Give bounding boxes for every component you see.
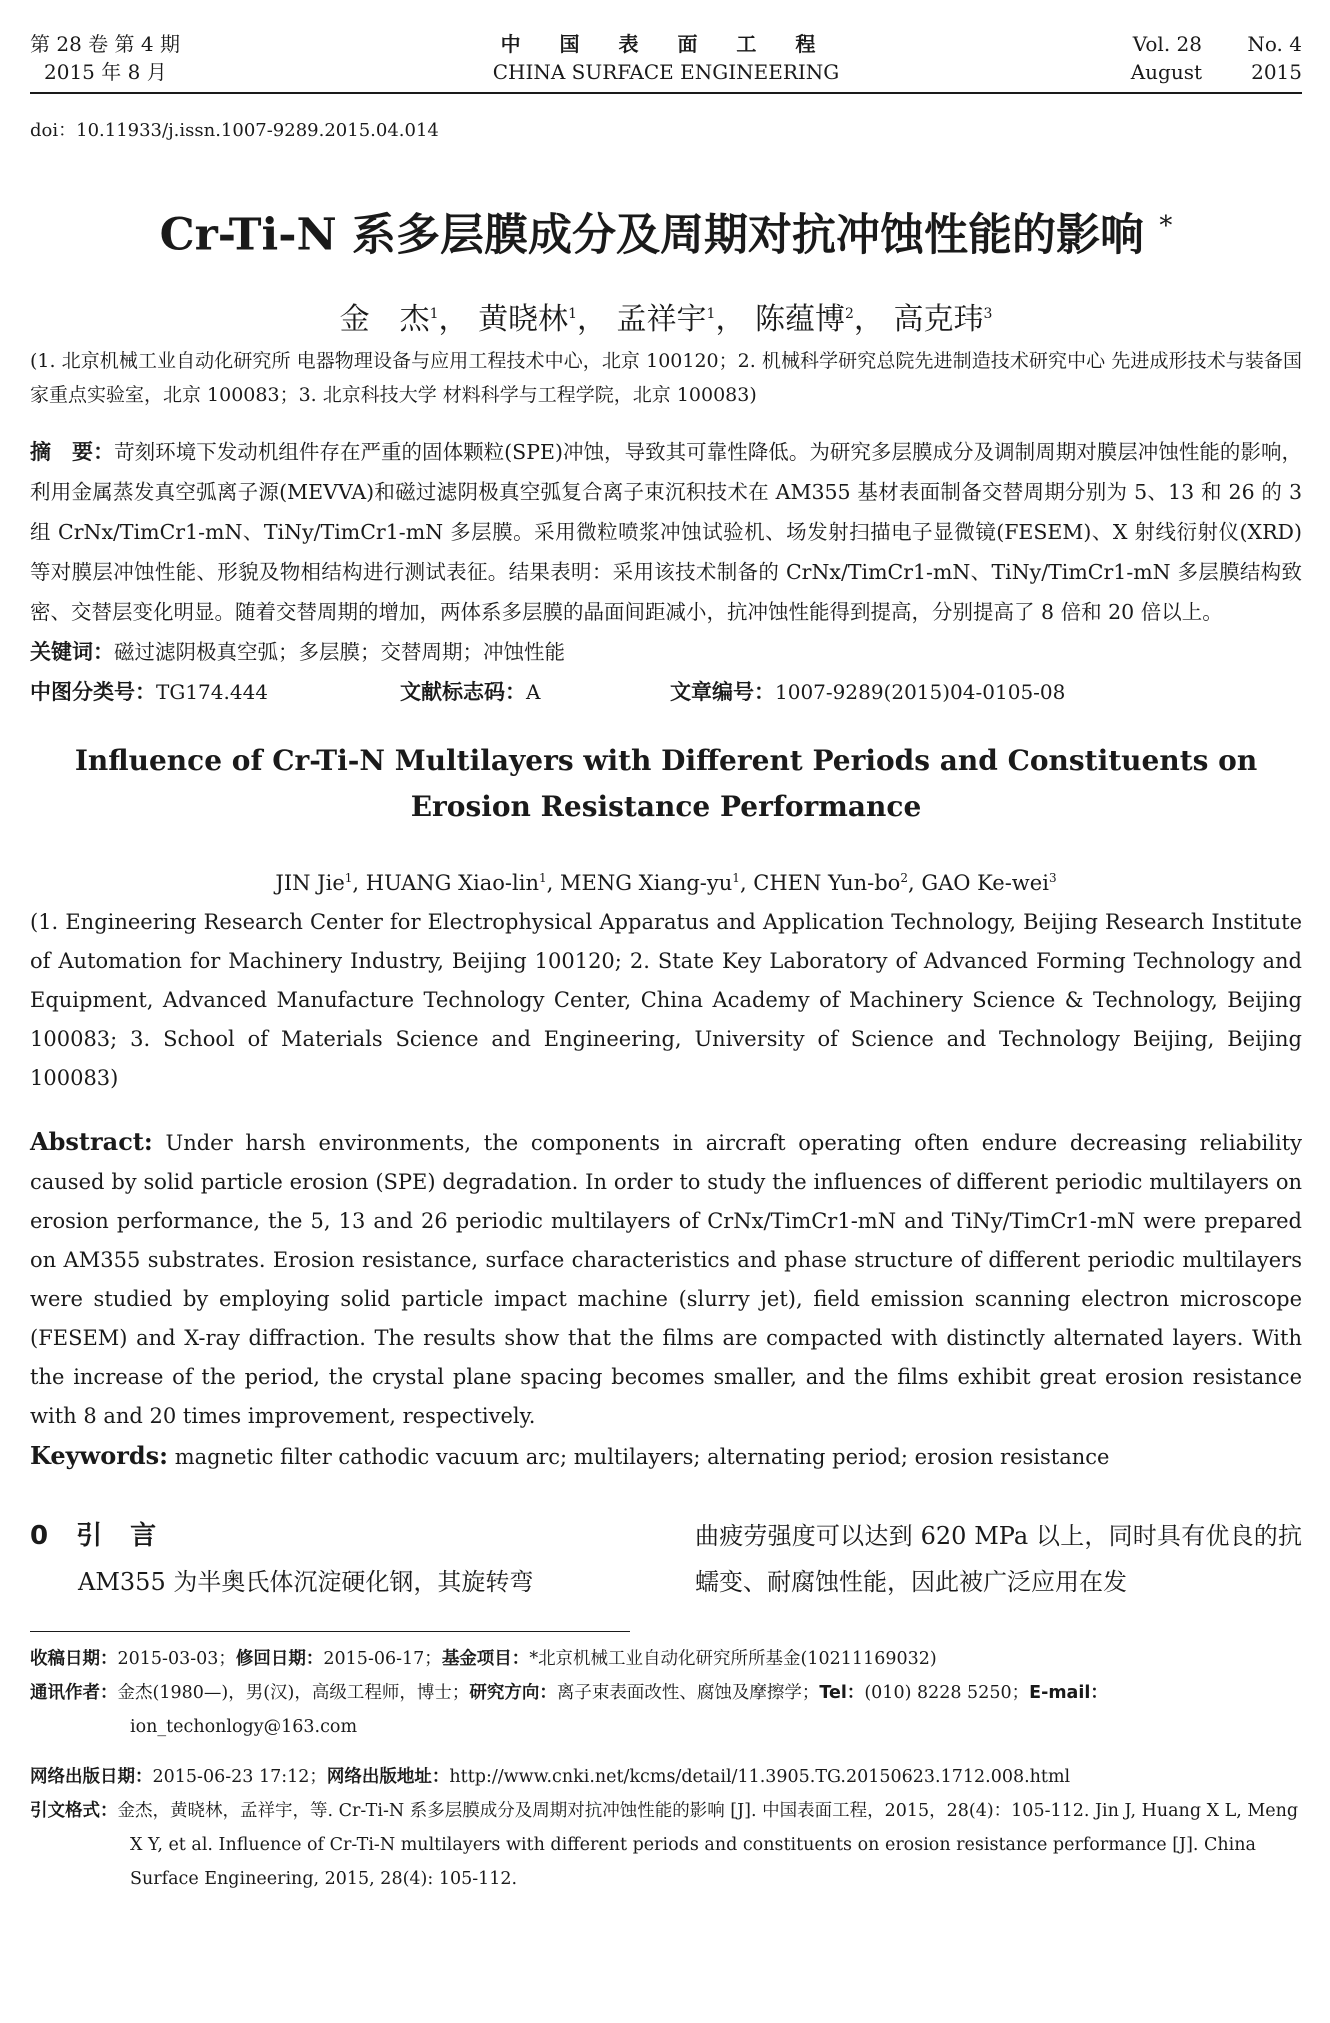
affiliation-cn: (1. 北京机械工业自动化研究所 电器物理设备与应用工程技术中心，北京 100120；2. 机械科学研究总院先进制造技术研究中心 先进成形技术与装备国家重点实验室，北京 100083；3. 北京科技大学 材料科学与工程学院，北京 100083) <box>30 349 1302 406</box>
year-en: 2015 <box>1251 60 1302 84</box>
title-cn-text: Cr-Ti-N 系多层膜成分及周期对抗冲蚀性能的影响 <box>159 209 1145 261</box>
doc-code-label: 文献标志码： <box>400 679 526 704</box>
online-url-link[interactable]: http://www.cnki.net/kcms/detail/11.3905.TG.20150623.1712.008.html <box>449 1766 1071 1787</box>
author-cn: 黄晓林$^1$ <box>478 301 577 337</box>
footnote-citation: 引文格式：金杰，黄晓林，孟祥宇，等. Cr-Ti-N 系多层膜成分及周期对抗冲蚀性能的影响 [J]. 中国表面工程，2015，28(4)：105-112. Jin J, Huang X L, Meng X Y, et al. Influence of Cr-Ti-N multilayers with different periods and constituents on erosion resistance performance [J]. China Surface Engineering, 2015, 28(4): 105-112. <box>30 1800 1299 1889</box>
abstract-cn-text: 苛刻环境下发动机组件存在严重的固体颗粒(SPE)冲蚀，导致其可靠性降低。为研究多层膜成分及调制周期对膜层冲蚀性能的影响，利用金属蒸发真空弧离子源(MEVVA)和磁过滤阴极真空弧复合离子束沉积技术在 AM355 基材表面制备交替周期分别为 5、13 和 26 的 3 组 CrNx/TimCr1-mN、TiNy/TimCr1-mN 多层膜。采用微粒喷浆冲蚀试验机、场发射扫描电子显微镜(FESEM)、X 射线衍射仪(XRD)等对膜层冲蚀性能、形貌及物相结构进行测试表征。结果表明：采用该技术制备的 CrNx/TimCr1-mN、TiNy/TimCr1-mN 多层膜结构致密、交替层变化明显。随着交替周期的增加，两体系多层膜的晶面间距减小，抗冲蚀性能得到提高，分别提高了 8 倍和 20 倍以上。 <box>30 439 1303 624</box>
abstract-cn-label: 摘 要： <box>30 439 115 464</box>
author-en: GAO Ke-wei$^3$ <box>921 870 1057 895</box>
footnote-dates-fund: 收稿日期：2015-03-03；修回日期：2015-06-17；基金项目：*北京机械工业自动化研究所所基金(10211169032) <box>30 1648 937 1669</box>
author-cn: 金 杰$^1$ <box>339 301 439 337</box>
abstract-en-text: Under harsh environments, the components in aircraft operating often endure decreasing reliability caused by solid particle erosion (SPE) degradation. In order to study the influences of different periodic multilayers on erosion performance, the 5, 13 and 26 periodic multilayers of CrNx/TimCr1-mN and TiNy/TimCr1-mN were prepared on AM355 substrates. Erosion resistance, surface characteristics and phase structure of different periodic multilayers were studied by employing solid particle impact machine (slurry jet), field emission scanning electron microscope (FESEM) and X-ray diffraction. The results show that the films are compacted with distinctly alternated layers. With the increase of the period, the crystal plane spacing becomes smaller, and the films exhibit great erosion resistance with 8 and 20 times improvement, respectively. <box>30 1130 1302 1428</box>
abstract-en-label: Abstract: <box>30 1126 153 1156</box>
article-number-label: 文章编号： <box>670 679 775 704</box>
affiliation-en: (1. Engineering Research Center for Electrophysical Apparatus and Application Technology, Beijing Research Institute of Automation for Machinery Industry, Beijing 100120; 2. State Key Laboratory of Advanced Forming Technology and Equipment, Advanced Manufacture Technology Center, China Academy of Machinery Science & Technology, Beijing 100083; 3. School of Materials Science and Engineering, University of Science and Technology Beijing, Beijing 100083) <box>30 909 1302 1090</box>
journal-name-cn: 中 国 表 面 工 程 <box>500 32 832 56</box>
abstract-en <box>30 1122 1302 1436</box>
paper-page <box>30 30 1302 1896</box>
footnote-online: 网络出版日期：2015-06-23 17:12；网络出版地址：http://www.cnki.net/kcms/detail/11.3905.TG.20150623.1712.008.html <box>30 1766 1071 1787</box>
authors-en: JIN Jie$^1$, HUANG Xiao-lin$^1$, MENG Xiang-$yu^1$, CHEN Yun-$bo^2$, GAO Ke-wei$^3$ <box>275 870 1057 895</box>
author-cn: 高克玮$^3$ <box>893 301 993 337</box>
doi: doi：10.11933/j.issn.1007-9289.2015.04.014 <box>30 120 439 141</box>
date-cn: 2015 年 8 月 <box>44 60 167 84</box>
author-cn: 孟祥宇$^1$ <box>616 301 716 337</box>
volume-issue-cn: 第 28 卷 第 4 期 <box>30 32 180 56</box>
section-title: 引言 <box>76 1520 185 1551</box>
doc-code-value: A <box>526 679 541 704</box>
intro-paragraph-right: 曲疲劳强度可以达到 620 MPa 以上，同时具有优良的抗蠕变、耐腐蚀性能，因此被广泛应用在发 <box>695 1521 1302 1596</box>
title-footnote-star: * <box>1159 211 1173 241</box>
keywords-cn-label: 关键词： <box>30 639 114 664</box>
keywords-en-label: Keywords: <box>30 1440 169 1470</box>
left-column <box>30 1513 630 1605</box>
introduction-section <box>30 1513 1302 1625</box>
section-number: 0 <box>30 1520 77 1551</box>
title-en: Influence of Cr-Ti-N Multilayers with Different Periods and Constituents on Erosion Resistance Performance <box>74 743 1258 823</box>
classification-row <box>30 672 1302 712</box>
clc-value: TG174.444 <box>156 679 269 704</box>
section-heading <box>30 1513 630 1559</box>
volume-en: Vol. 28 <box>1132 32 1202 56</box>
keywords-en-text: magnetic filter cathodic vacuum arc; multilayers; alternating period; erosion resistance <box>174 1444 1110 1469</box>
author-en: HUANG Xiao-lin$^1$ <box>365 870 547 895</box>
author-email-link[interactable]: ion_techonlogy@163.com <box>130 1716 358 1737</box>
author-cn: 陈蕴博$^2$ <box>755 301 854 337</box>
keywords-cn <box>30 632 1302 672</box>
journal-name-en: CHINA SURFACE ENGINEERING <box>492 60 840 84</box>
issue-en: No. 4 <box>1247 32 1302 56</box>
month-en: August <box>1130 60 1202 84</box>
footnote-corresponding-author: 通讯作者：金杰(1980—)，男(汉)，高级工程师，博士；研究方向：离子束表面改性、腐蚀及摩擦学；Tel：(010) 8228 5250；E-mail：ion_techonlogy@163.com <box>30 1682 1108 1737</box>
author-en: JIN Jie$^1$ <box>275 870 353 895</box>
footnote-rule <box>30 1631 630 1632</box>
keywords-en <box>30 1436 1302 1477</box>
clc-label: 中图分类号： <box>30 679 156 704</box>
header-rule <box>30 92 1302 94</box>
author-en: MENG Xiang-$yu^1$ <box>560 870 740 895</box>
footnotes <box>30 1642 1302 1896</box>
abstract-cn <box>30 432 1302 632</box>
header-right <box>1112 30 1302 86</box>
intro-paragraph-left: AM355 为半奥氏体沉淀硬化钢，其旋转弯 <box>78 1567 534 1596</box>
title-cn <box>30 198 1302 264</box>
keywords-cn-text: 磁过滤阴极真空弧；多层膜；交替周期；冲蚀性能 <box>114 639 565 664</box>
running-header <box>30 30 1302 94</box>
author-en: CHEN Yun-$bo^2$ <box>753 870 908 895</box>
article-number-value: 1007-9289(2015)04-0105-08 <box>775 679 1066 704</box>
authors-cn: 金 杰$^1$， 黄晓林$^1$， 孟祥宇$^1$， 陈蕴博$^2$， 高克玮$^3$ <box>339 301 993 337</box>
